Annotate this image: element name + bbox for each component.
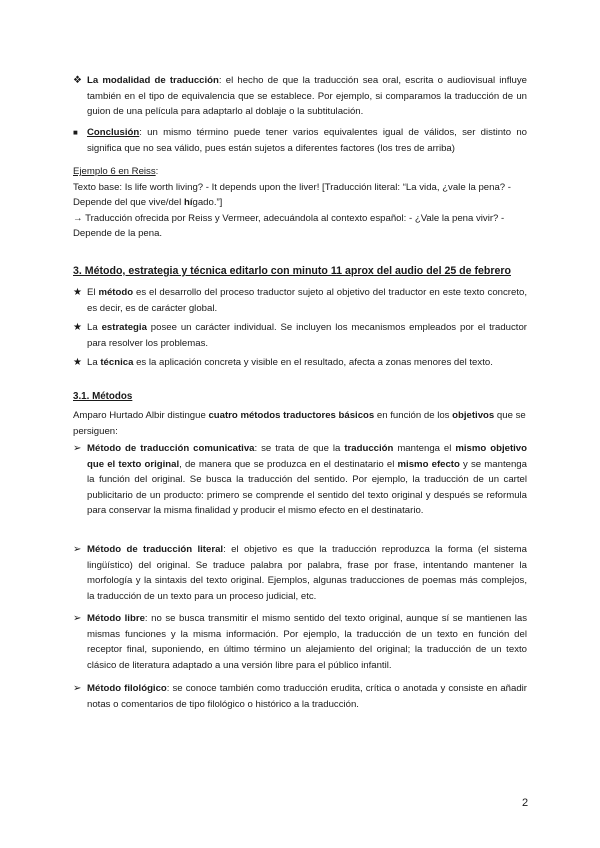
example-translation-line: → Traducción ofrecida por Reiss y Vermeer, adecuándola al contexto español: - ¿Vale la pena vivir? - Depende de la pena. [73, 212, 505, 239]
bullet-metodo-filologico: ➢ Método filológico: se conoce también como traducción erudita, crítica o anotada y consiste en añadir notas o comentarios de tipo filológico o histórico a la traducción. [73, 683, 528, 710]
section-3-1-heading: 3.1. Métodos [73, 391, 133, 402]
arrow-bullet-icon: ➢ [73, 443, 82, 454]
metodos-intro: Amparo Hurtado Albir distingue cuatro métodos traductores básicos en función de los objetivos que se persiguen: [73, 410, 526, 437]
bullet-metodo-comunicativa: ➢ Método de traducción comunicativa: se trata de que la traducción mantenga el mismo objetivo que el texto original, de manera que se produzca en el destinatario el mismo efecto y se mantenga la función del original. Se busca la traducción del sentido. Por ejemplo, la traducción de un cartel publicitario de un producto: primero se comprende el sentido del texto original y después se reformula para conservar la misma finalidad y producir el mismo efecto en el destinatario. [73, 443, 528, 516]
conclusion-text: : un mismo término puede tener varios equivalentes igual de válidos, ser distinto no significa que no sea válido, pues están sujetos a diferentes factores (los tres de arriba) [87, 127, 527, 154]
arrow-bullet-icon: ➢ [73, 613, 82, 624]
example-source-line: Texto base: Is life worth living? - It depends upon the liver! [Traducción literal: “La vida, ¿vale la pena? - Depende del que vive/del hígado.”] [73, 181, 511, 208]
bullet-metodo-libre: ➢ Método libre: no se busca transmitir el mismo sentido del texto original, aunque sí se mantienen las mismas funciones y la misma información. Por ejemplo, la traducción de un texto en función del receptor final, suponiendo, en último término un alejamiento del original; la traducción de un texto clásico de literatura adaptado a una versión libre para el público infantil. [73, 613, 527, 671]
section-3-heading: 3. Método, estrategia y técnica editarlo con minuto 11 aprox del audio del 25 de febrero [73, 265, 511, 277]
example-block: Ejemplo 6 en Reiss: Texto base: Is life worth living? - It depends upon the liver! [Traducción literal: “La vida, ¿vale la pena? - Depende del que vive/del hígado.”] → Traducción ofrecida por Reiss y Vermeer, adecuándola al contexto español: - ¿Vale la pena vivir? - Depende de la pena. [73, 164, 533, 242]
term-modalidad: La modalidad de traducción [87, 75, 219, 86]
arrow-bullet-icon: ➢ [73, 544, 82, 555]
term-estrategia: estrategia [101, 322, 147, 333]
star-bullet-icon: ★ [73, 357, 82, 368]
term-literal: Método de traducción literal [87, 544, 224, 555]
star-bullet-icon: ★ [73, 322, 82, 333]
bullet-estrategia: ★ La estrategia posee un carácter individual. Se incluyen los mecanismos empleados por el traductor para resolver los problemas. [73, 322, 527, 349]
bullet-modalidad [73, 73, 527, 120]
term-comunicativa: Método de traducción comunicativa [87, 443, 255, 454]
example-heading: Ejemplo 6 en Reiss [73, 166, 156, 177]
arrow-bullet-icon: ➢ [73, 683, 82, 694]
bullet-tecnica: ★ La técnica es la aplicación concreta y visible en el resultado, afecta a zonas menores del texto. [73, 355, 527, 371]
bullet-conclusion [73, 125, 527, 156]
term-conclusion: Conclusión [87, 127, 140, 138]
bullet-metodo: ★ El método es el desarrollo del proceso traductor sujeto al objetivo del traductor en este texto concreto, es decir, es de carácter global. [73, 287, 527, 314]
diamond-bullet-icon: ❖ [73, 75, 82, 86]
square-bullet-icon: ■ [73, 128, 78, 137]
term-metodo: método [98, 287, 134, 298]
bullet-metodo-literal: ➢ Método de traducción literal: el objetivo es que la traducción reproduzca la forma (el sistema lingüístico) del original. Se traduce palabra por palabra, frase por frase, intentando mantener la morfología y la sintaxis del texto original. Ejemplos, algunas traducciones de poemas más complejos, la traducción de un texto para un proceso judicial, etc. [73, 544, 528, 602]
page-number: 2 [522, 797, 529, 809]
modalidad-text: : el hecho de que la traducción sea oral, escrita o audiovisual influye también en el tipo de equivalencia que se establece. Por ejemplo, si comparamos la traducción de un guion de una película para adaptarlo al doblaje o la subtitulación. [87, 75, 528, 117]
term-libre: Método libre [87, 613, 145, 624]
star-bullet-icon: ★ [73, 287, 82, 298]
term-filologico: Método filológico [87, 683, 167, 694]
term-tecnica: técnica [100, 357, 134, 368]
